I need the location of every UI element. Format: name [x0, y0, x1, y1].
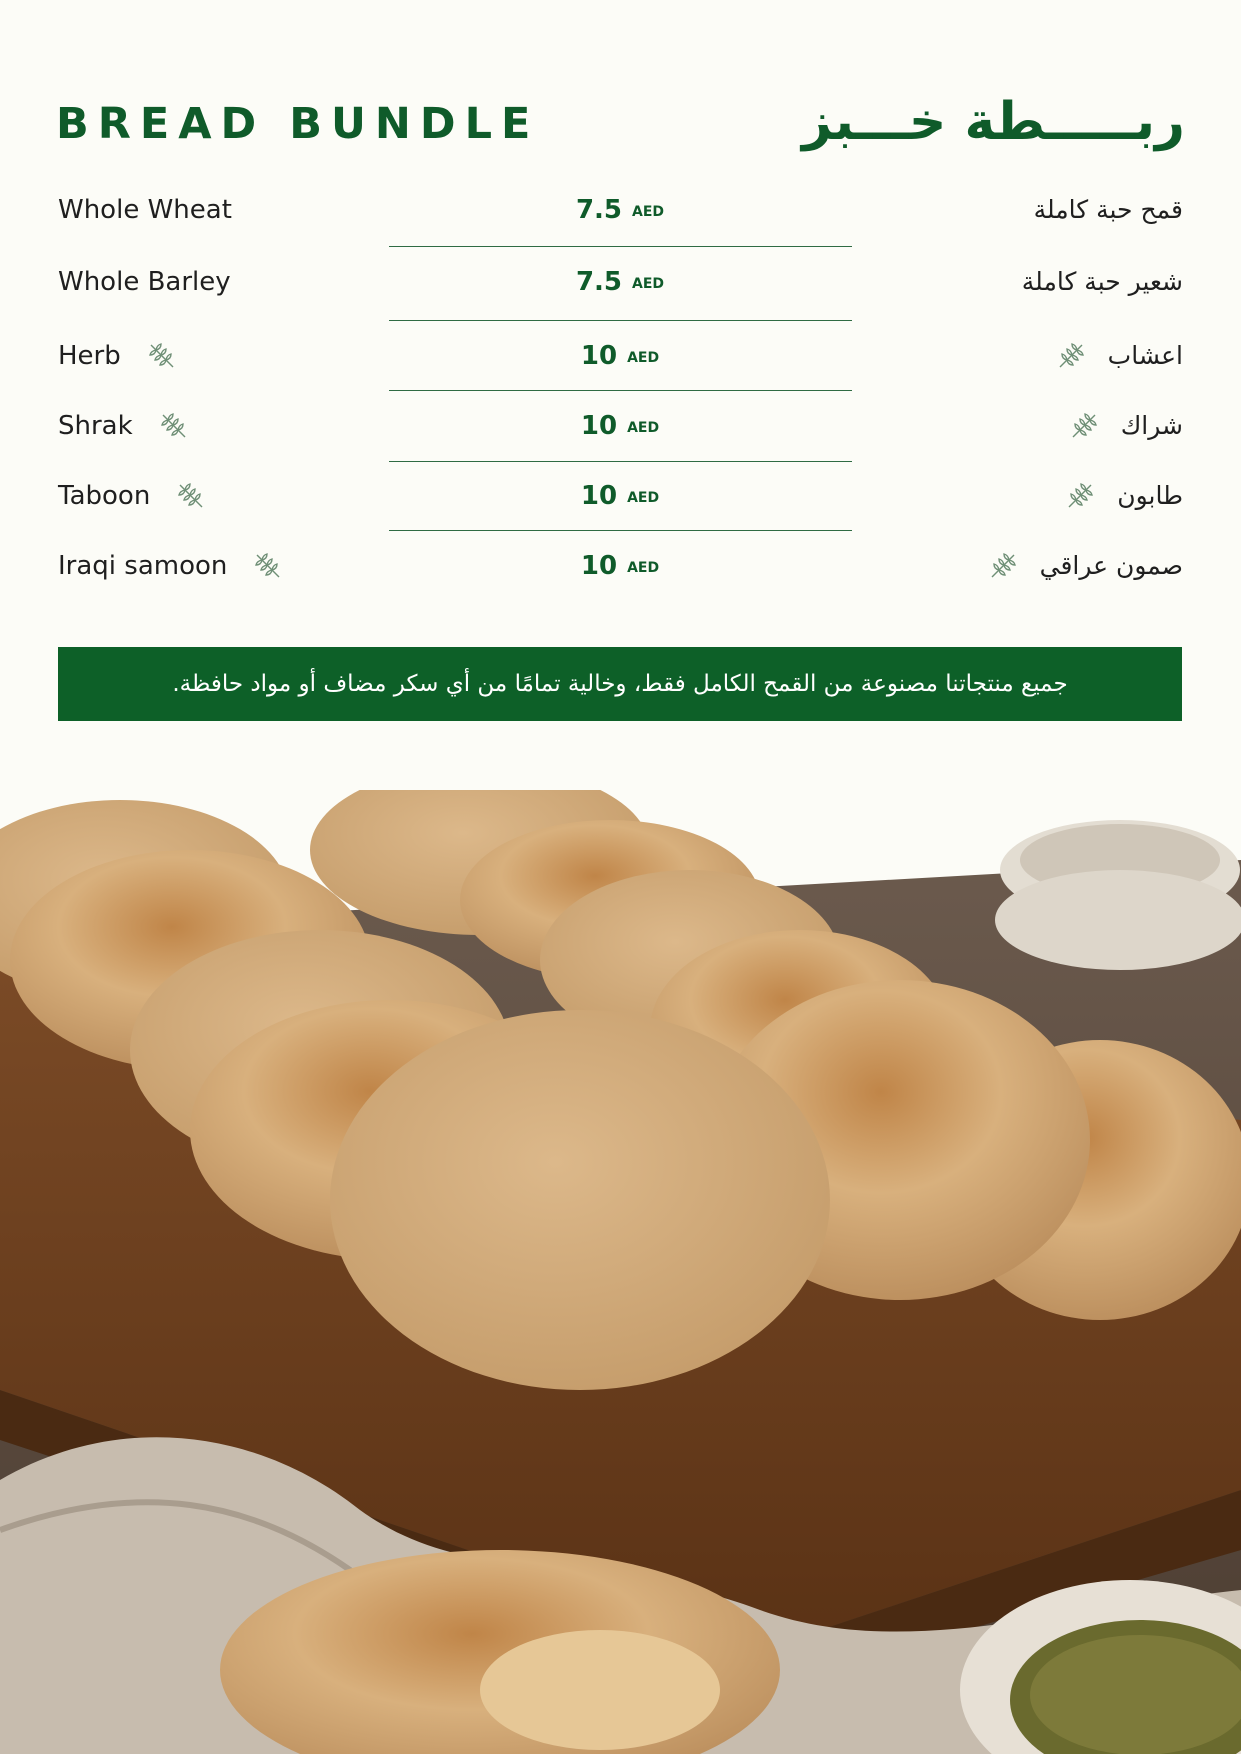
- item-name-ar: شعير حبة كاملة: [1021, 267, 1183, 296]
- price-currency: AED: [627, 420, 660, 436]
- item-name-en: Shrak: [58, 396, 189, 456]
- wheat-icon: [1056, 341, 1086, 371]
- menu-row: [0, 252, 1241, 312]
- menu-row: [0, 466, 1241, 526]
- price-currency: AED: [627, 350, 660, 366]
- item-price: [540, 396, 700, 456]
- item-price: [540, 252, 700, 312]
- wheat-icon: [1069, 411, 1099, 441]
- price-value: 10: [580, 481, 618, 511]
- item-price: [540, 180, 700, 240]
- wheat-icon: [253, 551, 283, 581]
- row-divider: [389, 461, 852, 462]
- item-name-en: Whole Wheat: [58, 195, 232, 225]
- price-currency: AED: [632, 204, 665, 220]
- price-value: 10: [580, 411, 618, 441]
- item-name-en: Whole Barley: [58, 267, 231, 297]
- price-currency: AED: [627, 560, 660, 576]
- row-divider: [389, 390, 852, 391]
- item-name-ar: قمح حبة كاملة: [1033, 195, 1183, 224]
- price-currency: AED: [632, 276, 665, 292]
- price-value: 7.5: [575, 195, 623, 225]
- menu-row: [0, 180, 1241, 240]
- row-divider: [389, 246, 852, 247]
- wheat-icon: [147, 341, 177, 371]
- menu-row: [0, 396, 1241, 456]
- title-english: BREAD BUNDLE: [56, 99, 540, 149]
- title-arabic: ربـــــطة خـــبز: [802, 92, 1185, 152]
- price-value: 10: [580, 341, 618, 371]
- menu-list: [0, 0, 1241, 600]
- info-banner: [58, 647, 1182, 721]
- item-price: [540, 466, 700, 526]
- item-price: [540, 326, 700, 386]
- price-currency: AED: [627, 490, 660, 506]
- banner-text: جميع منتجاتنا مصنوعة من القمح الكامل فقط، وخالية تمامًا من أي سكر مضاف أو مواد حافظة.: [172, 671, 1068, 697]
- wheat-icon: [176, 481, 206, 511]
- item-name-ar: شراك: [1069, 396, 1183, 456]
- menu-row: [0, 536, 1241, 596]
- wheat-icon: [1065, 481, 1095, 511]
- item-name-ar: طابون: [1065, 466, 1183, 526]
- item-name-en: Herb: [58, 326, 177, 386]
- bread-photo: [0, 790, 1241, 1754]
- item-name-en: Iraqi samoon: [58, 536, 283, 596]
- item-name-ar: اعشاب: [1056, 326, 1183, 386]
- item-name-ar: صمون عراقي: [988, 536, 1183, 596]
- item-price: [540, 536, 700, 596]
- wheat-icon: [988, 551, 1018, 581]
- row-divider: [389, 530, 852, 531]
- item-name-en: Taboon: [58, 466, 206, 526]
- row-divider: [389, 320, 852, 321]
- price-value: 10: [580, 551, 618, 581]
- price-value: 7.5: [575, 267, 623, 297]
- menu-row: [0, 326, 1241, 386]
- wheat-icon: [159, 411, 189, 441]
